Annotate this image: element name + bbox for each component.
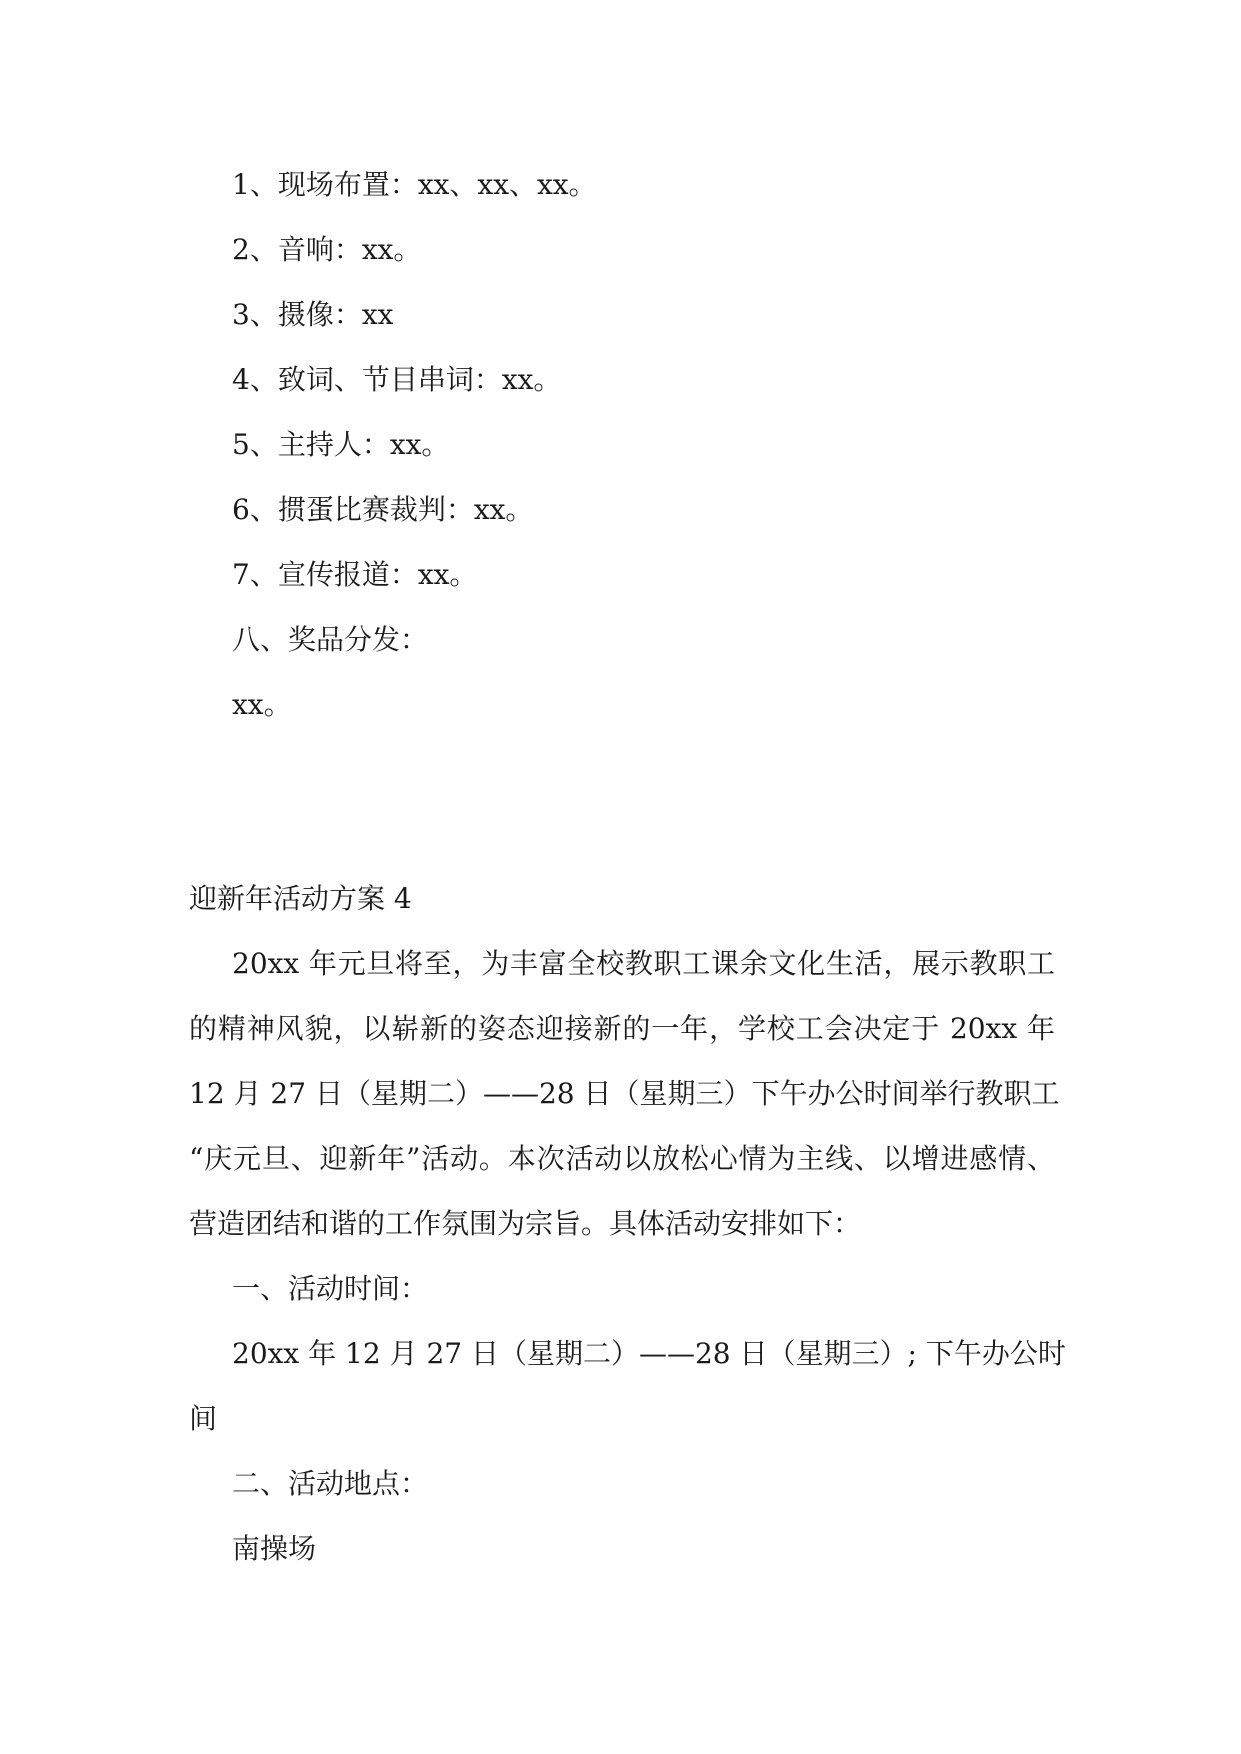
intro-line-4: “庆元旦、迎新年”活动。本次活动以放松心情为主线、以增进感情、 bbox=[189, 1142, 1055, 1175]
intro-line-2: 的精神风貌，以崭新的姿态迎接新的一年，学校工会决定于 20xx 年 bbox=[189, 1012, 1055, 1045]
intro-line-3: 12 月 27 日（星期二）——28 日（星期三）下午办公时间举行教职工 bbox=[189, 1077, 1060, 1110]
list-item-1: 1、现场布置：xx、xx、xx。 bbox=[232, 168, 597, 201]
section-8-content: xx。 bbox=[232, 688, 292, 721]
intro-line-5: 营造团结和谐的工作氛围为宗旨。具体活动安排如下： bbox=[189, 1207, 862, 1240]
place-content: 南操场 bbox=[232, 1532, 317, 1565]
section-8-heading: 八、奖品分发： bbox=[232, 623, 429, 656]
list-item-3: 3、摄像：xx bbox=[232, 298, 394, 331]
place-heading: 二、活动地点： bbox=[232, 1467, 429, 1500]
list-item-6: 6、掼蛋比赛裁判：xx。 bbox=[232, 493, 534, 526]
list-item-4: 4、致词、节目串词：xx。 bbox=[232, 363, 562, 396]
intro-line-1: 20xx 年元旦将至，为丰富全校教职工课余文化生活，展示教职工 bbox=[232, 947, 1055, 980]
time-heading: 一、活动时间： bbox=[232, 1272, 429, 1305]
list-item-5: 5、主持人：xx。 bbox=[232, 428, 450, 461]
time-line-1: 20xx 年 12 月 27 日（星期二）——28 日（星期三）; 下午办公时 bbox=[232, 1337, 1066, 1370]
list-item-7: 7、宣传报道：xx。 bbox=[232, 558, 478, 591]
list-item-2: 2、音响：xx。 bbox=[232, 233, 422, 266]
time-line-2: 间 bbox=[189, 1402, 218, 1435]
plan-title: 迎新年活动方案 4 bbox=[189, 882, 412, 915]
